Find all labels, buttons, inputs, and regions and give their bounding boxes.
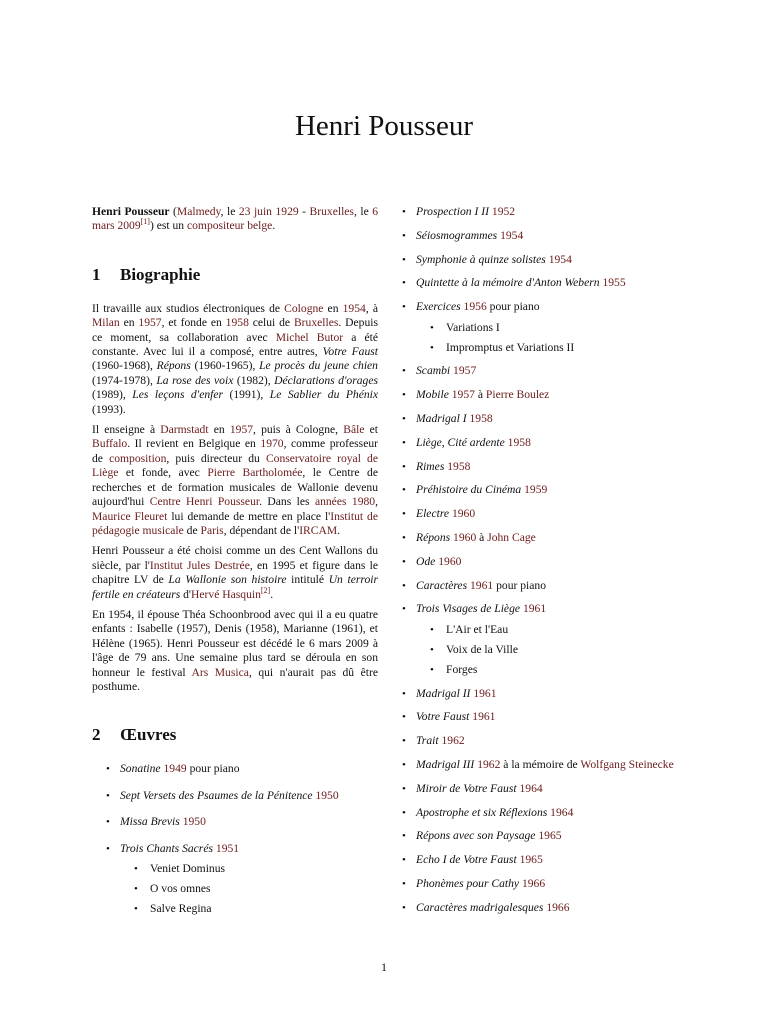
text: ( [169, 205, 177, 218]
work-year-link[interactable]: 1950 [315, 788, 339, 802]
work-year-link[interactable]: 1965 [538, 829, 562, 843]
work-title: Déclarations d'orages [274, 373, 378, 387]
work-title: Préhistoire du Cinéma [416, 483, 522, 497]
work-title: Trois Visages de Liège [416, 602, 521, 616]
text: (1993). [92, 402, 126, 416]
link-ircam[interactable]: IRCAM [299, 523, 338, 537]
bio-paragraph-2 [92, 423, 378, 538]
work-year-link[interactable]: 1960 [438, 554, 462, 568]
work-year-link[interactable]: 1960 [451, 507, 476, 521]
text: , qui n'aurait pas dû être posthume. [92, 665, 378, 693]
work-item [402, 436, 678, 450]
work-item [402, 229, 678, 243]
work-item [402, 555, 678, 569]
text: celui de [248, 316, 294, 330]
link-milan[interactable]: Milan [92, 316, 120, 330]
work-extra: à [479, 530, 485, 544]
work-dedicatee-link[interactable]: Pierre Boulez [485, 388, 550, 402]
work-year-link[interactable]: 1961 [472, 710, 496, 724]
work-title: Symphonie à quinze solistes [416, 252, 546, 266]
link-compositeur[interactable]: compositeur belge [186, 219, 273, 233]
section-number: 1 [92, 264, 101, 284]
work-year-link[interactable]: 1956 [463, 300, 487, 314]
text: (1960-1965), [190, 359, 260, 373]
work-year-link[interactable]: 1966 [521, 876, 546, 890]
work-title: Séiosmogrammes [416, 228, 498, 242]
work-year-link[interactable]: 1952 [491, 205, 516, 218]
work-dedicatee-link[interactable]: Wolfgang Steinecke [580, 757, 674, 771]
work-subitem: • Variations I [430, 321, 678, 335]
work-title: Répons avec son Paysage [416, 829, 536, 843]
work-title: Missa Brevis [120, 815, 180, 829]
text: en [323, 301, 343, 315]
section-heading-oeuvres [92, 724, 378, 746]
work-item [402, 412, 678, 426]
work-year-link[interactable]: 1955 [602, 276, 626, 290]
work-year-link[interactable]: 1965 [519, 853, 543, 867]
works-list-right [402, 205, 678, 915]
intro-paragraph [92, 205, 378, 234]
link-malmedy[interactable]: Malmedy [176, 205, 221, 218]
text: et fonde, avec [118, 466, 208, 480]
work-item [402, 531, 678, 545]
work-item [106, 762, 378, 776]
work-title: Le procès du jeune chien [259, 359, 378, 373]
text: (1982), [233, 373, 275, 387]
link-1957[interactable]: 1957 [138, 316, 162, 330]
link-michel-butor[interactable]: Michel Butor [275, 330, 344, 344]
work-subitem: • Veniet Dominus [134, 862, 378, 876]
work-title: Ode [416, 554, 436, 568]
book-title: La Wallonie son histoire [168, 573, 287, 587]
link-institut-pedagogie[interactable]: Institut de pédagogie musicale [92, 509, 378, 537]
text: (1974-1978), [92, 373, 157, 387]
work-item [402, 758, 678, 772]
work-item [106, 789, 378, 803]
work-sublist [416, 623, 678, 677]
link-bale[interactable]: Bâle [343, 423, 365, 437]
work-title: Sept Versets des Psaumes de la Pénitence [120, 788, 313, 802]
work-title: Caractères [416, 578, 468, 592]
link-destree[interactable]: Institut Jules Destrée [149, 558, 250, 572]
text: intitulé [286, 573, 329, 587]
work-item [402, 388, 678, 402]
work-year-link[interactable]: 1951 [215, 841, 240, 855]
text: (1991), [223, 388, 270, 402]
text: . Depuis ce moment, sa collaboration avec [92, 316, 379, 344]
text: en [208, 423, 230, 437]
work-year-link[interactable]: 1958 [507, 435, 531, 449]
link-1970[interactable]: 1970 [260, 437, 284, 451]
work-item [402, 460, 678, 474]
text: . [337, 523, 341, 537]
text: , [375, 495, 378, 509]
work-year-link[interactable]: 1961 [470, 578, 494, 592]
text: et [364, 423, 379, 437]
link-birth-date[interactable]: 23 juin 1929 [238, 205, 299, 218]
bio-paragraph-3 [92, 544, 378, 602]
work-title: Répons [416, 530, 451, 544]
link-1957-b[interactable]: 1957 [229, 423, 254, 437]
link-conservatoire[interactable]: Conservatoire royal de Liège [92, 451, 378, 480]
link-cologne[interactable]: Cologne [284, 301, 324, 315]
work-subitem: • Forges [430, 663, 678, 677]
text: . [272, 219, 276, 233]
work-title: Rimes [416, 459, 445, 473]
link-annees-1980[interactable]: années 1980 [314, 495, 376, 509]
text: , le Centre de recherches et de formation musicales de Wallonie devenu aujourd'hui [92, 466, 379, 509]
work-item [402, 806, 678, 820]
work-title: Echo I de Votre Faust [416, 853, 517, 867]
chapter-title: Un terroir fertile en créateurs [92, 573, 378, 601]
work-extra: pour piano [189, 762, 240, 776]
work-title: Scambi [416, 364, 451, 378]
work-year-link[interactable]: 1949 [163, 762, 187, 776]
text: Henri Pousseur a été choisi comme un des Cent Wallons du siècle, par l' [92, 544, 378, 572]
work-subitem: • Impromptus et Variations II [430, 341, 678, 355]
work-item [106, 815, 378, 829]
work-sublist [120, 862, 378, 916]
work-subitem: • L'Air et l'Eau [430, 623, 678, 637]
link-bruxelles-2[interactable]: Bruxelles [293, 316, 339, 330]
work-sublist [416, 321, 678, 355]
work-item [402, 687, 678, 701]
work-year-link[interactable]: 1957 [451, 388, 475, 402]
work-title: Madrigal II [416, 686, 471, 700]
work-year-link[interactable]: 1954 [548, 252, 572, 266]
work-extra: pour piano [496, 578, 547, 592]
work-item [402, 710, 678, 724]
page-title: Henri Pousseur [294, 110, 473, 142]
right-column [402, 205, 678, 925]
work-item [402, 364, 678, 378]
work-title: Trait [416, 734, 439, 748]
work-title: La rose des voix [156, 373, 234, 387]
work-item [402, 300, 678, 355]
work-subitem: • Voix de la Ville [430, 643, 678, 657]
work-year-link[interactable]: 1960 [453, 530, 477, 544]
text: . Dans les [259, 495, 315, 509]
work-title: Liège, Cité ardente [416, 435, 505, 449]
ref-2[interactable]: [2] [260, 585, 271, 595]
work-title: Quintette à la mémoire d'Anton Webern [416, 276, 600, 290]
bio-paragraph-4 [92, 608, 378, 694]
link-bruxelles[interactable]: Bruxelles [309, 205, 354, 218]
work-subitem: • Salve Regina [134, 902, 378, 916]
text: En 1954, il épouse Théa Schoonbrood avec qui il a eu quatre enfants : Isabelle (1957), Denis (1958), Marianne (1961), et Hélène (1965). Henri Pousseur est décédé le 6 mars 2009 à l'âge de 79 ans. Une semaine plus tard se déroula en son honneur le festival [92, 607, 378, 679]
work-year-link[interactable]: 1958 [447, 459, 471, 473]
link-death-date[interactable]: 6 mars 2009 [92, 205, 378, 233]
work-year-link[interactable]: 1966 [546, 900, 570, 914]
left-column [92, 205, 378, 928]
link-buffalo[interactable]: Buffalo [92, 437, 128, 451]
work-year-link[interactable]: 1961 [473, 686, 497, 700]
work-year-link[interactable]: 1964 [519, 781, 543, 795]
text: Il enseigne à [92, 423, 161, 437]
text: lui demande de mettre en place l' [167, 509, 331, 523]
work-title: Electre [416, 507, 450, 521]
link-centre-pousseur[interactable]: Centre Henri Pousseur [149, 495, 260, 509]
text: , puis directeur du [166, 451, 266, 465]
work-item [402, 507, 678, 521]
work-item [402, 205, 678, 219]
work-year-link[interactable]: 1958 [469, 411, 493, 425]
text: de [183, 523, 201, 537]
work-item [402, 877, 678, 891]
ref-1[interactable]: [1] [140, 217, 150, 227]
work-extra: à la mémoire de [503, 757, 578, 771]
section-title: Biographie [120, 264, 201, 284]
work-title: Votre Faust [322, 345, 378, 359]
work-item [402, 276, 678, 290]
work-title: Votre Faust [416, 710, 470, 724]
work-item [106, 842, 378, 917]
page-number: 1 [381, 960, 387, 974]
text: , le [220, 205, 239, 218]
work-item [402, 853, 678, 867]
work-year-link[interactable]: 1961 [522, 602, 547, 616]
works-list-left [106, 762, 378, 916]
work-title: Exercices [416, 300, 461, 314]
work-title: Madrigal III [416, 757, 475, 771]
work-title: Madrigal I [416, 411, 467, 425]
text: , comme professeur de [92, 437, 378, 465]
work-item [402, 782, 678, 796]
work-extra: pour piano [489, 300, 540, 314]
section-heading-biographie [92, 264, 378, 286]
work-dedicatee-link[interactable]: John Cage [487, 530, 536, 544]
link-bartholomee[interactable]: Pierre Bartholomée [207, 466, 303, 480]
text: , en 1995 et figure dans le chapitre LV de [92, 558, 379, 587]
text: . Il revient en Belgique en [127, 437, 261, 451]
text: Il travaille aux studios électroniques de [92, 301, 285, 315]
work-title: Caractères madrigalesques [416, 900, 544, 914]
work-year-link[interactable]: 1950 [182, 815, 206, 829]
text: , puis à Cologne, [253, 423, 344, 437]
work-subitem: • O vos omnes [134, 882, 378, 896]
work-item [402, 901, 678, 915]
link-paris[interactable]: Paris [200, 523, 224, 537]
work-item [402, 734, 678, 748]
work-item [402, 483, 678, 497]
text: a été constante. Avec lui il a composé, entre autres, [92, 330, 378, 359]
link-hasquin[interactable]: Hervé Hasquin [191, 587, 261, 601]
text: . [270, 587, 274, 601]
link-1954[interactable]: 1954 [342, 301, 366, 315]
text: , à [365, 301, 378, 315]
work-title: Mobile [416, 388, 449, 402]
link-ars-musica[interactable]: Ars Musica [191, 665, 249, 679]
text: , dépendant de l' [223, 523, 300, 537]
bio-paragraph-1 [92, 302, 378, 417]
work-title: Prospection I II [416, 205, 489, 218]
work-item [402, 253, 678, 267]
text: ) est un [149, 219, 187, 233]
work-year-link[interactable]: 1964 [550, 805, 574, 819]
work-title: Miroir de Votre Faust [416, 781, 517, 795]
link-1958[interactable]: 1958 [225, 316, 249, 330]
work-item [402, 602, 678, 677]
text: , et fonde en [161, 316, 226, 330]
work-item [402, 829, 678, 843]
work-title: Trois Chants Sacrés [120, 841, 213, 855]
work-year-link[interactable]: 1954 [500, 228, 524, 242]
work-title: Apostrophe et six Réflexions [416, 805, 548, 819]
work-title: Répons [156, 359, 191, 373]
work-item [402, 579, 678, 593]
work-year-link[interactable]: 1962 [441, 734, 465, 748]
subject-name: Henri Pousseur [92, 205, 170, 218]
work-title: Phonèmes pour Cathy [416, 876, 520, 890]
text: (1989), [92, 388, 133, 402]
work-title: Les leçons d'enfer [132, 388, 224, 402]
section-number: 2 [92, 725, 101, 745]
text: - [298, 205, 310, 218]
link-darmstadt[interactable]: Darmstadt [160, 423, 209, 437]
text: , le [353, 205, 373, 218]
section-title: Œuvres [120, 725, 177, 745]
text: en [119, 316, 139, 330]
link-fleuret[interactable]: Maurice Fleuret [92, 509, 168, 523]
work-title: Sonatine [120, 762, 161, 776]
work-title: Le Sablier du Phénix [269, 388, 379, 402]
text: (1960-1968), [92, 359, 157, 373]
work-year-link[interactable]: 1957 [453, 364, 477, 378]
work-year-link[interactable]: 1959 [524, 483, 548, 497]
work-extra: à [477, 388, 483, 402]
link-composition[interactable]: composition [109, 451, 167, 465]
text: d' [180, 587, 192, 601]
work-year-link[interactable]: 1962 [477, 757, 501, 771]
